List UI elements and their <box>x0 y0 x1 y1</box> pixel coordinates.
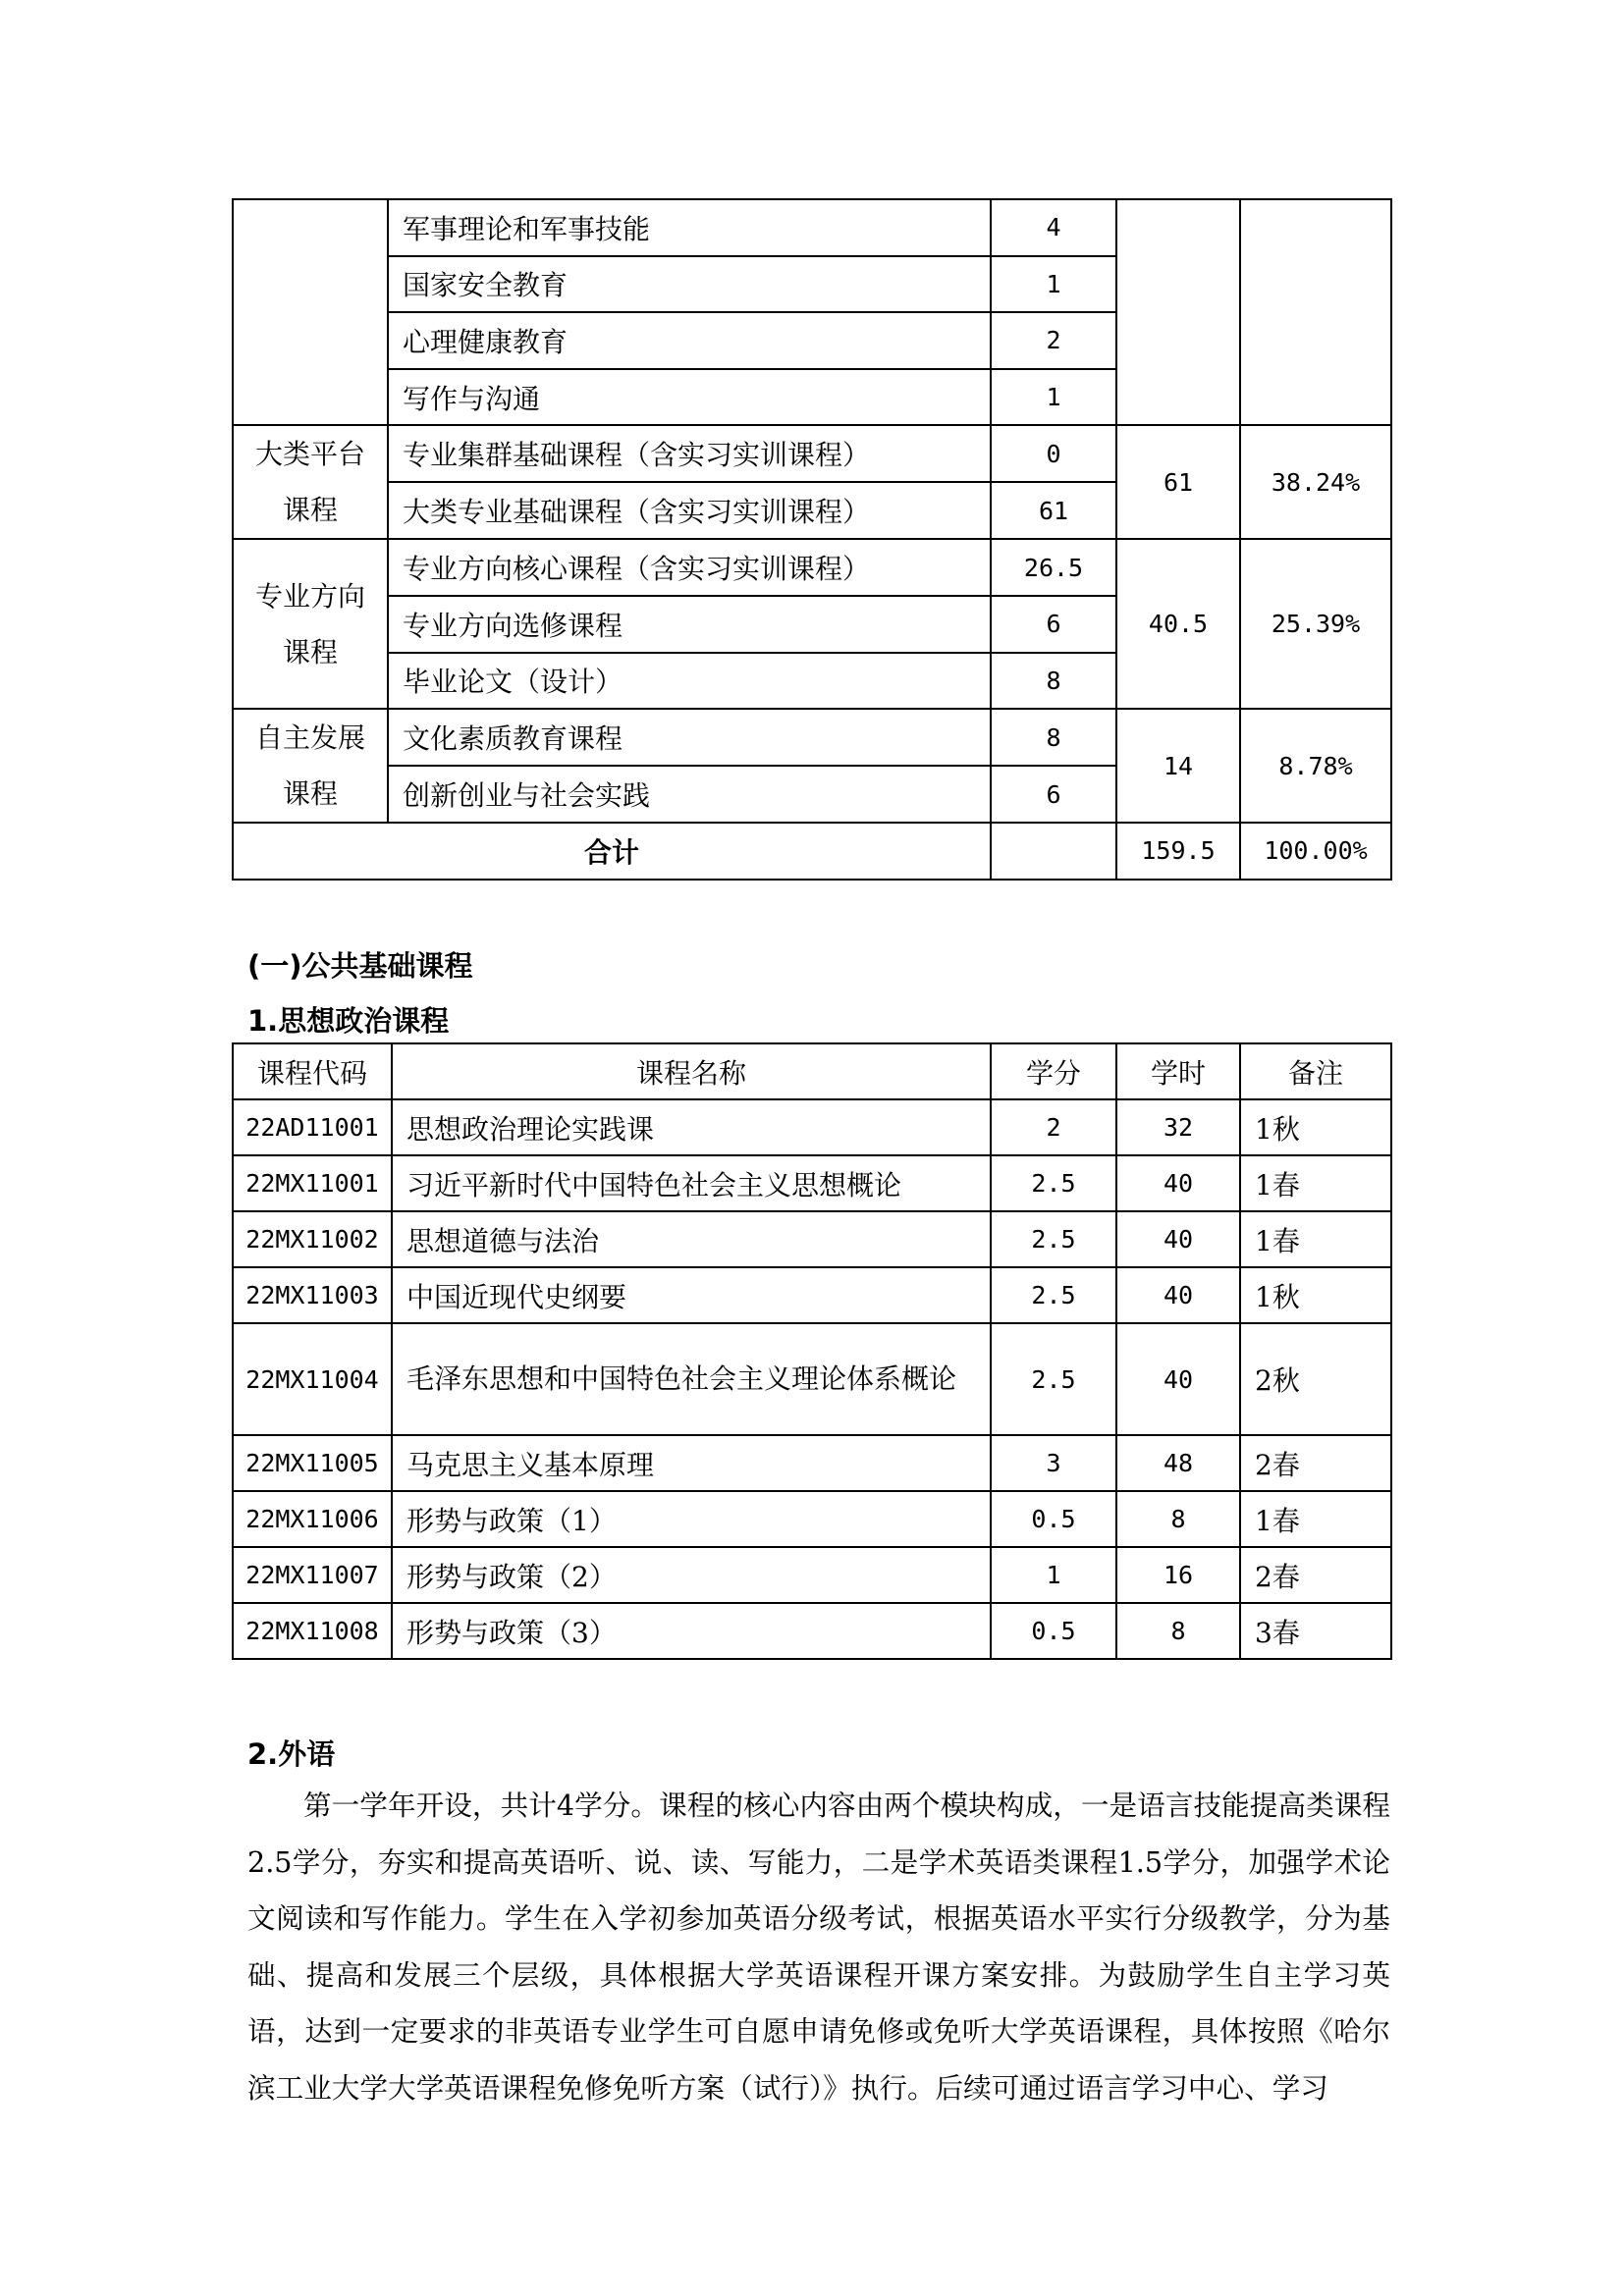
table-row <box>233 1547 1391 1603</box>
credits-cell: 1 <box>991 369 1116 426</box>
table-row <box>233 1323 1391 1435</box>
course-table <box>232 1042 1392 1660</box>
table-header-row <box>233 1043 1391 1099</box>
table-row <box>233 1155 1391 1211</box>
course-credits: 2.5 <box>991 1267 1116 1323</box>
subsection-heading: 1.思想政治课程 <box>247 1004 450 1038</box>
category-line: 大类平台 <box>254 438 365 471</box>
header-hours: 学时 <box>1116 1043 1240 1099</box>
course-name: 文化素质教育课程 <box>388 709 991 766</box>
course-name: 毛泽东思想和中国特色社会主义理论体系概论 <box>392 1323 991 1435</box>
subtotal-cell: 61 <box>1116 425 1240 539</box>
section-heading: (一)公共基础课程 <box>247 949 473 983</box>
category-line: 专业方向 <box>254 579 365 613</box>
course-note: 2春 <box>1240 1547 1391 1603</box>
course-name: 思想政治理论实践课 <box>392 1099 991 1155</box>
total-credits <box>991 823 1116 880</box>
table-row <box>233 1491 1391 1547</box>
course-name: 专业集群基础课程（含实习实训课程） <box>388 425 991 482</box>
course-note: 1春 <box>1240 1211 1391 1267</box>
credits-cell: 8 <box>991 653 1116 710</box>
course-name: 习近平新时代中国特色社会主义思想概论 <box>392 1155 991 1211</box>
course-name: 写作与沟通 <box>388 369 991 426</box>
credits-cell: 6 <box>991 596 1116 653</box>
table-row <box>233 539 1391 596</box>
course-hours: 40 <box>1116 1155 1240 1211</box>
table-row <box>233 199 1391 256</box>
category-line: 课程 <box>282 777 338 811</box>
course-note: 1春 <box>1240 1491 1391 1547</box>
course-code: 22MX11004 <box>233 1323 392 1435</box>
course-note: 1春 <box>1240 1155 1391 1211</box>
body-paragraph: 第一学年开设，共计4学分。课程的核心内容由两个模块构成，一是语言技能提高类课程2.5学分，夯实和提高英语听、说、读、写能力，二是学术英语类课程1.5学分，加强学术论文阅读和写作能力。学生在入学初参加英语分级考试，根据英语水平实行分级教学，分为基础、提高和发展三个层级，具体根据大学英语课程开课方案安排。为鼓励学生自主学习英语，达到一定要求的非英语专业学生可自愿申请免修或免听大学英语课程，具体按照《哈尔滨工业大学大学英语课程免修免听方案（试行）》执行。后续可通过语言学习中心、学习 <box>247 1789 1390 2105</box>
course-note: 1秋 <box>1240 1099 1391 1155</box>
course-code: 22MX11008 <box>233 1603 392 1659</box>
course-name: 创新创业与社会实践 <box>388 766 991 823</box>
course-name: 马克思主义基本原理 <box>392 1435 991 1491</box>
header-note: 备注 <box>1240 1043 1391 1099</box>
course-name: 中国近现代史纲要 <box>392 1267 991 1323</box>
course-hours: 40 <box>1116 1323 1240 1435</box>
course-credits: 2 <box>991 1099 1116 1155</box>
table-row <box>233 1267 1391 1323</box>
credits-cell: 61 <box>991 482 1116 539</box>
course-name: 心理健康教育 <box>388 312 991 369</box>
total-row <box>233 823 1391 880</box>
course-name: 形势与政策（2） <box>392 1547 991 1603</box>
category-cell <box>233 709 388 823</box>
course-credits: 2.5 <box>991 1155 1116 1211</box>
course-hours: 8 <box>1116 1491 1240 1547</box>
credits-cell: 6 <box>991 766 1116 823</box>
course-note: 2秋 <box>1240 1323 1391 1435</box>
course-name: 国家安全教育 <box>388 256 991 313</box>
credits-cell: 0 <box>991 425 1116 482</box>
course-code: 22MX11003 <box>233 1267 392 1323</box>
total-subtotal: 159.5 <box>1116 823 1240 880</box>
course-name: 形势与政策（1） <box>392 1491 991 1547</box>
category-line: 课程 <box>282 635 338 668</box>
category-cell <box>233 199 388 425</box>
course-hours: 32 <box>1116 1099 1240 1155</box>
table-row <box>233 1211 1391 1267</box>
course-code: 22MX11005 <box>233 1435 392 1491</box>
course-hours: 16 <box>1116 1547 1240 1603</box>
course-hours: 8 <box>1116 1603 1240 1659</box>
credit-summary-table <box>232 198 1392 881</box>
total-label: 合计 <box>233 823 991 880</box>
course-credits: 0.5 <box>991 1491 1116 1547</box>
subtotal-cell: 40.5 <box>1116 539 1240 709</box>
course-note: 1秋 <box>1240 1267 1391 1323</box>
course-note: 3春 <box>1240 1603 1391 1659</box>
course-credits: 0.5 <box>991 1603 1116 1659</box>
credits-cell: 2 <box>991 312 1116 369</box>
credits-cell: 26.5 <box>991 539 1116 596</box>
course-hours: 40 <box>1116 1211 1240 1267</box>
course-name: 军事理论和军事技能 <box>388 199 991 256</box>
header-credits: 学分 <box>991 1043 1116 1099</box>
category-cell <box>233 539 388 709</box>
course-name: 大类专业基础课程（含实习实训课程） <box>388 482 991 539</box>
category-line: 自主发展 <box>254 721 365 755</box>
subsection-heading: 2.外语 <box>247 1737 336 1771</box>
percent-cell <box>1240 199 1391 425</box>
credits-cell: 4 <box>991 199 1116 256</box>
table-row <box>233 709 1391 766</box>
subtotal-cell <box>1116 199 1240 425</box>
subtotal-cell: 14 <box>1116 709 1240 823</box>
course-code: 22MX11001 <box>233 1155 392 1211</box>
total-percent: 100.00% <box>1240 823 1391 880</box>
credits-cell: 1 <box>991 256 1116 313</box>
course-code: 22MX11007 <box>233 1547 392 1603</box>
table-row <box>233 1603 1391 1659</box>
course-code: 22MX11006 <box>233 1491 392 1547</box>
percent-cell: 8.78% <box>1240 709 1391 823</box>
course-credits: 2.5 <box>991 1323 1116 1435</box>
course-name: 形势与政策（3） <box>392 1603 991 1659</box>
course-hours: 40 <box>1116 1267 1240 1323</box>
course-name: 专业方向选修课程 <box>388 596 991 653</box>
course-credits: 1 <box>991 1547 1116 1603</box>
course-name: 毕业论文（设计） <box>388 653 991 710</box>
header-code: 课程代码 <box>233 1043 392 1099</box>
category-cell <box>233 425 388 539</box>
table-row <box>233 425 1391 482</box>
course-note: 2春 <box>1240 1435 1391 1491</box>
credits-cell: 8 <box>991 709 1116 766</box>
course-code: 22AD11001 <box>233 1099 392 1155</box>
course-credits: 3 <box>991 1435 1116 1491</box>
course-hours: 48 <box>1116 1435 1240 1491</box>
table-row <box>233 1435 1391 1491</box>
category-line: 课程 <box>282 494 338 527</box>
course-name: 思想道德与法治 <box>392 1211 991 1267</box>
course-code: 22MX11002 <box>233 1211 392 1267</box>
percent-cell: 38.24% <box>1240 425 1391 539</box>
course-credits: 2.5 <box>991 1211 1116 1267</box>
table-row <box>233 1099 1391 1155</box>
course-name: 专业方向核心课程（含实习实训课程） <box>388 539 991 596</box>
header-name: 课程名称 <box>392 1043 991 1099</box>
percent-cell: 25.39% <box>1240 539 1391 709</box>
